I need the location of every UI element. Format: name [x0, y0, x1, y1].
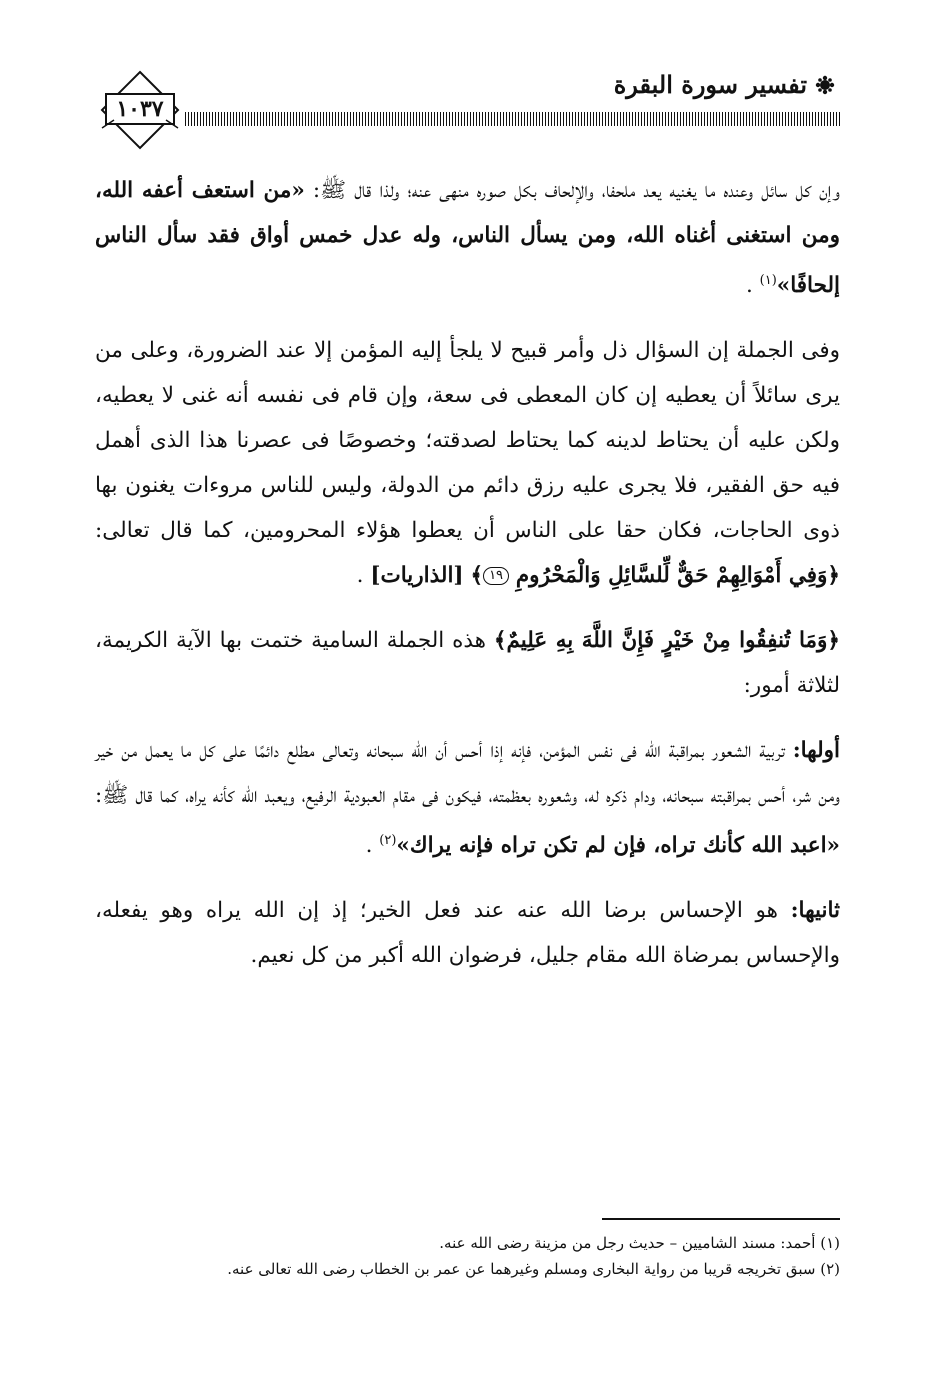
paragraph-text: . [745, 273, 760, 299]
footnotes [95, 1230, 840, 1282]
paragraph-3 [95, 618, 840, 708]
quran-verse: ﴿وَمَا تُنفِقُوا مِنْ خَيْرٍ فَإِنَّ اللَّهَ بِهِ عَلِيمٌ﴾ [493, 628, 840, 654]
verse-number: ١٩ [483, 567, 509, 585]
page-number: ١٠٣٧ [116, 96, 164, 122]
hadith-quote: «من استعف أعفه الله، ومن استغنى أغناه الله، ومن يسأل الناس، وله عدل خمس أواق فقد سأل الناس إلحافًا» [95, 178, 840, 299]
header-rule [185, 112, 840, 126]
header-title: تفسير سورة البقرة [613, 70, 807, 99]
paragraph-text: . [356, 563, 371, 589]
hadith-quote: «اعبد الله كأنك تراه، فإن لم تكن تراه فإنه يراك» [396, 833, 840, 859]
main-text [95, 168, 840, 998]
paragraph-1 [95, 168, 840, 308]
footnote-1: (١) أحمد: مسند الشاميين – حديث رجل من مزينة رضى الله عنه. [439, 1234, 840, 1252]
paragraph-text: تربية الشعور بمراقبة الله فى نفس المؤمن، فإنه إذا أحس أن الله سبحانه وتعالى مطلع دائمًا على كل ما يعمل من خير ومن شر، أحس بمراقبته سبحانه، ودام ذكره له، وشعوره بعظمته، فيكون فى مقام العبودية الرفيع، ويعبد الله كأنه يراه، كما قال ﷺ: [95, 738, 840, 809]
footnote-rule [602, 1218, 840, 1220]
running-header [614, 70, 835, 99]
paragraph-text: هو الإحساس برضا الله عنه عند فعل الخير؛ إذ إن الله يراه وهو يفعله، والإحساس بمرضاة الله مقام جليل، فرضوان الله أكبر من كل نعيم. [95, 898, 840, 969]
footnote-marker: (٢) [379, 833, 397, 849]
paragraph-2 [95, 328, 840, 598]
point-label: أولها: [792, 738, 840, 764]
paragraph-5 [95, 888, 840, 978]
paragraph-4 [95, 728, 840, 868]
point-label: ثانيها: [790, 898, 840, 924]
flower-ornament-icon [815, 75, 835, 95]
footnote-2: (٢) سبق تخريجه قريبا من رواية البخارى ومسلم وغيرهما عن عمر بن الخطاب رضى الله تعالى عنه. [227, 1260, 840, 1278]
paragraph-text: وفى الجملة إن السؤال ذل وأمر قبيح لا يلجأ إليه المؤمن إلا عند الضرورة، وعلى من يرى سائلاً أن يعطيه إن كان المعطى فى سعة، وإن قام فى نفسه أنه غنى لا يعطيه، ولكن عليه أن يحتاط لدينه كما يحتاط لصدقته؛ وخصوصًا فى عصرنا هذا الذى أهمل فيه حق الفقير، فلا يجرى عليه رزق دائم من الدولة، وليس للناس مروءات يغنون بها ذوى الحاجات، فكان حقا على الناس أن يعطوا هؤلاء المحرومين، كما قال تعالى: [95, 338, 840, 544]
quran-bracket: ﴾ [470, 563, 484, 589]
surah-reference: [الذاريات] [370, 563, 464, 589]
footnote-marker: (١) [759, 273, 777, 288]
quran-verse: ﴿وَفِي أَمْوَالِهِمْ حَقٌّ لِّلسَّائِلِ وَالْمَحْرُومِ [515, 563, 840, 589]
paragraph-text: . [365, 833, 380, 859]
paragraph-text: هذه الجملة السامية ختمت بها الآية الكريمة، لثلاثة أمور: [95, 628, 840, 699]
paragraph-text: وإن كل سائل وعنده ما يغنيه يعد ملحفا، والإلحاف بكل صوره منهى عنه؛ ولذا قال ﷺ: [304, 178, 840, 203]
